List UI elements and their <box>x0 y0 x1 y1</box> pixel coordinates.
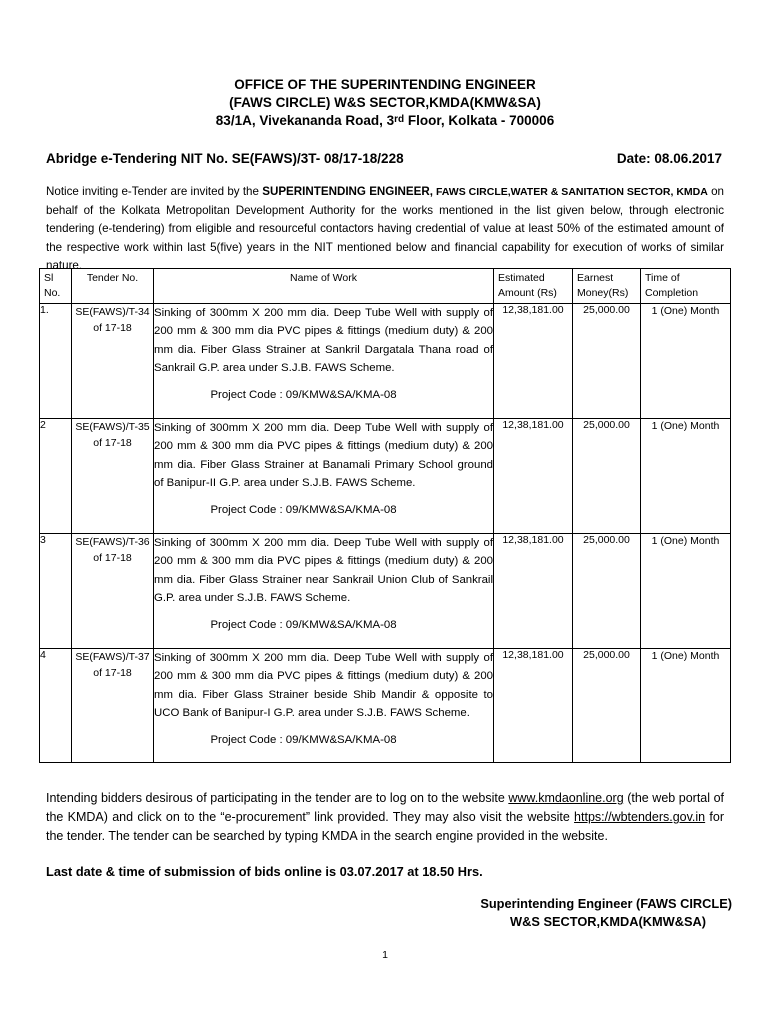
cell-name-of-work <box>154 649 494 763</box>
work-description: Sinking of 300mm X 200 mm dia. Deep Tube Well with supply of 200 mm & 300 mm dia PVC pipes & fittings (medium duty) & 200 mm dia. Fiber Glass Strainer beside Shib Mandir & opposite to UCO Bank of Banipur-I G.P. area under S.J.B. FAWS Scheme. <box>154 652 493 720</box>
table-row <box>40 649 731 763</box>
cell-name-of-work <box>154 304 494 419</box>
project-code: Project Code : 09/KMW&SA/KMA-08 <box>210 618 397 631</box>
cell-tender-no: SE(FAWS)/T-36 of 17-18 <box>72 534 154 649</box>
header-tender-no: Tender No. <box>72 269 154 304</box>
office-address <box>0 111 770 130</box>
cell-estimated-amount: 12,38,181.00 <box>494 304 573 419</box>
header-sl: Sl No. <box>40 269 72 304</box>
header-estimated-amount: Estimated Amount (Rs) <box>494 269 573 304</box>
bidders-instructions <box>46 789 724 846</box>
instructions-text-1: Intending bidders desirous of participating in the tender are to log on to the website <box>46 791 509 805</box>
nit-date: Date: 08.06.2017 <box>616 151 722 166</box>
table-row <box>40 419 731 534</box>
cell-estimated-amount: 12,38,181.00 <box>494 419 573 534</box>
submission-deadline: Last date & time of submission of bids online is 03.07.2017 at 18.50 Hrs. <box>46 864 483 879</box>
signatory-office: W&S SECTOR,KMDA(KMW&SA) <box>510 914 706 929</box>
notice-authority: SUPERINTENDING ENGINEER, <box>262 185 433 198</box>
header-name-of-work: Name of Work <box>154 269 494 304</box>
cell-earnest-money: 25,000.00 <box>573 534 641 649</box>
work-description: Sinking of 300mm X 200 mm dia. Deep Tube Well with supply of 200 mm & 300 mm dia PVC pipes & fittings (medium duty) & 200 mm dia. Fiber Glass Strainer at Banamali Primary School ground of Banipur-II G.P. area under S.J.B. FAWS Scheme. <box>154 422 493 490</box>
cell-earnest-money: 25,000.00 <box>573 649 641 763</box>
notice-circle: FAWS CIRCLE,WATER & SANITATION SECTOR, KMDA <box>432 186 708 198</box>
cell-estimated-amount: 12,38,181.00 <box>494 534 573 649</box>
signatory-title: Superintending Engineer (FAWS CIRCLE) <box>480 896 732 911</box>
header-time-of-completion: Time of Completion <box>641 269 731 304</box>
instructions-text-3: for the tender. The tender can be searched by typing KMDA in the search engine provided in the website. <box>46 810 724 843</box>
notice-text-1: Notice inviting e-Tender are invited by the <box>46 185 263 198</box>
tender-table <box>39 268 731 763</box>
cell-time-of-completion: 1 (One) Month <box>641 419 731 534</box>
project-code: Project Code : 09/KMW&SA/KMA-08 <box>210 503 397 516</box>
address-part-1: 83/1A, Vivekananda Road, 3 <box>215 113 395 128</box>
work-description: Sinking of 300mm X 200 mm dia. Deep Tube Well with supply of 200 mm & 300 mm dia PVC pipes & fittings (medium duty) & 200 mm dia. Fiber Glass Strainer near Sankrail Union Club of Sankrail G.P. area under S.J.B. FAWS Scheme. <box>154 537 493 605</box>
nit-number: Abridge e-Tendering NIT No. SE(FAWS)/3T- 08/17-18/228 <box>46 151 404 166</box>
cell-sl: 2 <box>40 419 72 534</box>
table-header-row <box>40 269 731 304</box>
header-earnest-money: Earnest Money(Rs) <box>573 269 641 304</box>
nit-row <box>46 151 722 166</box>
cell-time-of-completion: 1 (One) Month <box>641 534 731 649</box>
office-title: OFFICE OF THE SUPERINTENDING ENGINEER <box>234 77 536 92</box>
cell-name-of-work <box>154 534 494 649</box>
cell-sl: 1. <box>40 304 72 419</box>
cell-time-of-completion: 1 (One) Month <box>641 304 731 419</box>
notice-text-2: on behalf of the Kolkata Metropolitan Development Authority for the works mentioned in the list given below, through electronic tendering (e-tendering) from eligible and resourceful contactors having credential of value at least 50% of the estimated amount of the respective work within last 5(five) years in the NIT mentioned below and financial capability for execution of works of similar nature. <box>46 185 724 273</box>
wbtenders-website-link[interactable]: https://wbtenders.gov.in <box>574 810 706 824</box>
cell-tender-no: SE(FAWS)/T-35 of 17-18 <box>72 419 154 534</box>
work-description: Sinking of 300mm X 200 mm dia. Deep Tube Well with supply of 200 mm & 300 mm dia PVC pipes & fittings (medium duty) & 200 mm dia. Fiber Glass Strainer at Sankril Dargatala Thana road of Sankrail G.P. area under S.J.B. FAWS Scheme. <box>154 307 493 375</box>
cell-sl: 3 <box>40 534 72 649</box>
project-code: Project Code : 09/KMW&SA/KMA-08 <box>210 733 397 746</box>
notice-paragraph <box>46 183 724 276</box>
office-subtitle: (FAWS CIRCLE) W&S SECTOR,KMDA(KMW&SA) <box>229 95 541 110</box>
address-part-2: Floor, Kolkata - 700006 <box>404 113 555 128</box>
cell-tender-no: SE(FAWS)/T-37 of 17-18 <box>72 649 154 763</box>
table-row <box>40 534 731 649</box>
cell-earnest-money: 25,000.00 <box>573 304 641 419</box>
cell-time-of-completion: 1 (One) Month <box>641 649 731 763</box>
kmda-website-link[interactable]: www.kmdaonline.org <box>508 791 624 805</box>
cell-tender-no: SE(FAWS)/T-34 of 17-18 <box>72 304 154 419</box>
cell-earnest-money: 25,000.00 <box>573 419 641 534</box>
address-superscript: rd <box>394 114 405 125</box>
page-number: 1 <box>382 949 388 961</box>
cell-name-of-work <box>154 419 494 534</box>
table-row <box>40 304 731 419</box>
cell-sl: 4 <box>40 649 72 763</box>
project-code: Project Code : 09/KMW&SA/KMA-08 <box>210 388 397 401</box>
instructions-text-2: (the web portal of the KMDA) and click on to the “e-procurement” link provided. They may also visit the website <box>46 791 724 824</box>
cell-estimated-amount: 12,38,181.00 <box>494 649 573 763</box>
